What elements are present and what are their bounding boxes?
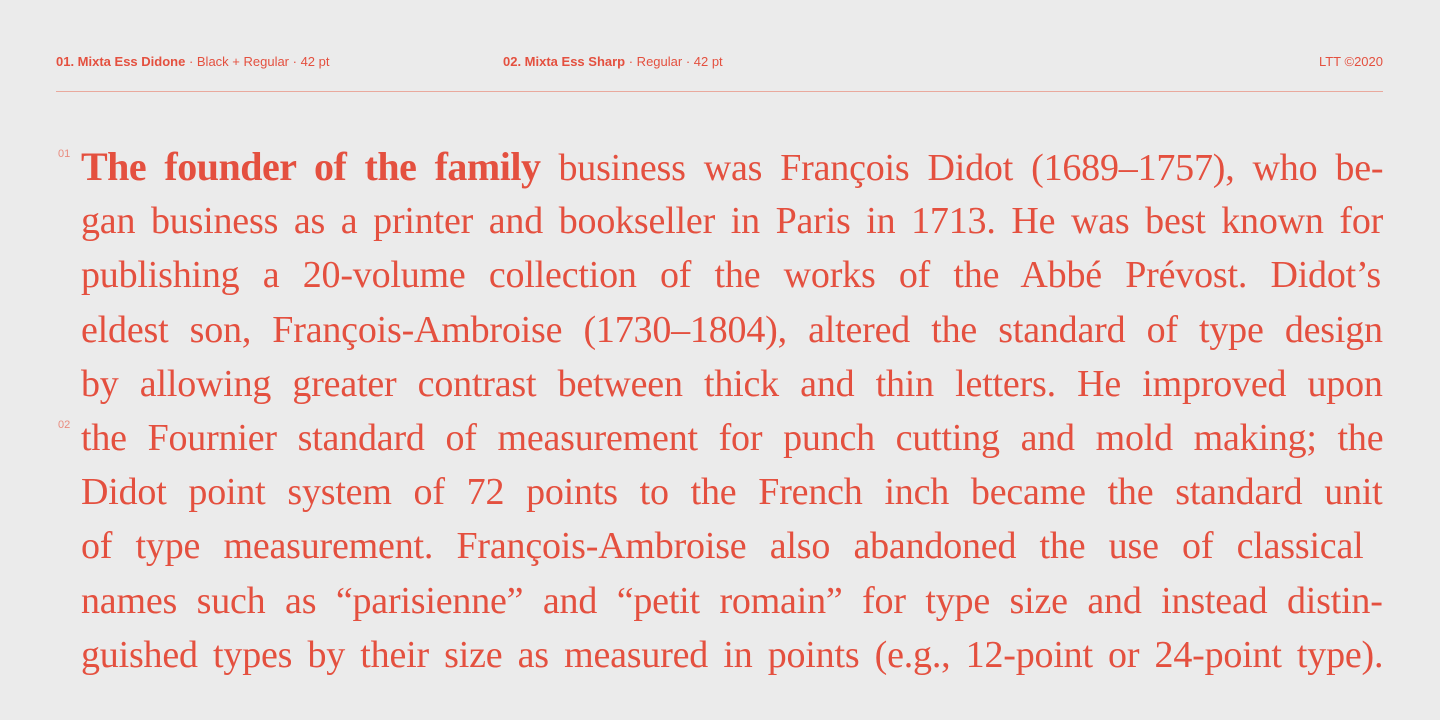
font-label-sharp [503, 52, 723, 72]
text-line-1-rest: business was François Didot (1689–1757), who be- [540, 147, 1384, 189]
text-line-1 [81, 140, 1383, 194]
text-line-7: Didot point system of 72 points to the French inch became the standard unit [81, 471, 1383, 514]
text-line-8: of type measurement. François-Ambroise also abandoned the use of classical [81, 525, 1364, 568]
text-line-2: gan business as a printer and bookseller in Paris in 1713. He was best known for [81, 200, 1384, 243]
specimen-paragraph [81, 140, 1383, 682]
copyright-label: LTT ©2020 [1318, 54, 1383, 69]
font-details-didone: · Black + Regular · 42 pt [185, 54, 330, 69]
text-line-5: by allowing greater contrast between thick and thin letters. He improved upon [81, 362, 1383, 405]
text-line-6: the Fournier standard of measurement for punch cutting and mold making; the [81, 416, 1384, 459]
text-line-3: publishing a 20-volume collection of the works of the Abbé Prévost. Didot’s [81, 254, 1381, 297]
font-name-sharp: 02. Mixta Ess Sharp [503, 54, 626, 69]
font-name-didone: 01. Mixta Ess Didone [56, 54, 186, 69]
text-line-4: eldest son, François-Ambroise (1730–1804), altered the standard of type design [81, 308, 1383, 351]
text-line-9: names such as “parisienne” and “petit romain” for type size and instead distin- [81, 579, 1383, 622]
line-marker-01: 01 [58, 148, 71, 160]
bold-lead-phrase: The founder of the family [81, 144, 541, 189]
font-label-didone [56, 52, 329, 72]
specimen-header [56, 52, 1383, 72]
line-marker-02: 02 [58, 419, 71, 431]
header-divider [56, 91, 1383, 92]
text-line-10: guished types by their size as measured in points (e.g., 12-point or 24-point type). [81, 633, 1384, 676]
font-details-sharp: · Regular · 42 pt [625, 54, 723, 69]
